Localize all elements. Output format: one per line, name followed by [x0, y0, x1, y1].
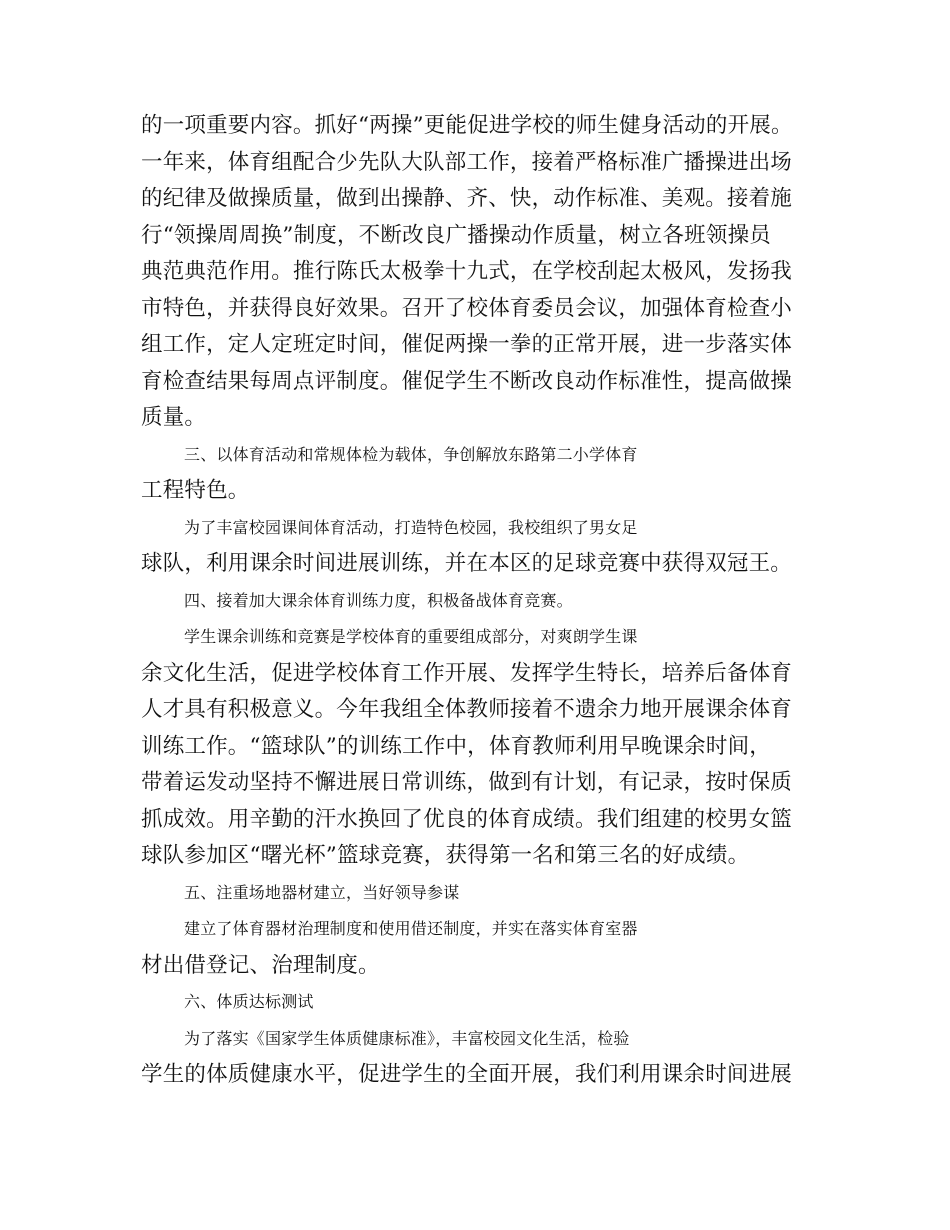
text-line: 质量。: [141, 405, 207, 430]
text-line: 训练工作。“篮球队”的训练工作中，体育教师利用早晚课余时间，: [141, 733, 771, 759]
text-line: 建立了体育器材治理制度和使用借还制度，并实在落实体育室器: [184, 919, 638, 938]
text-line: 工程特色。: [141, 478, 250, 503]
text-line: 市特色，并获得良好效果。召开了校体育委员会议，加强体育检查小: [141, 295, 793, 321]
text-line: 球队，利用课余时间进展训练，并在本区的足球竞赛中获得双冠王。: [141, 551, 793, 576]
text-line: 三、以体育活动和常规体检为载体，争创解放东路第二小学体育: [184, 444, 638, 464]
text-line: 余文化生活，促进学校体育工作开展、发挥学生特长，培养后备体育: [141, 660, 793, 686]
text-line: 材出借登记、治理制度。: [141, 952, 380, 978]
text-line: 学生课余训练和竞赛是学校体育的重要组成部分，对爽朗学生课: [184, 627, 638, 646]
text-line: 四、接着加大课余体育训练力度，积极备战体育竞赛。: [184, 590, 573, 610]
text-line: 典范典范作用。推行陈氏太极拳十九式，在学校刮起太极风，发扬我: [141, 259, 793, 284]
text-line: 行“领操周周换”制度，不断改良广播操动作质量，树立各班领操员: [141, 222, 771, 248]
text-line: 的纪律及做操质量，做到出操静、齐、快，动作标准、美观。接着施: [141, 186, 793, 211]
text-line: 抓成效。用辛勤的汗水换回了优良的体育成绩。我们组建的校男女篮: [141, 806, 793, 832]
text-line: 为了落实《国家学生体质健康标准》，丰富校园文化生活，检验: [184, 1028, 630, 1048]
text-line: 一年来，体育组配合少先队大队部工作，接着严格标准广播操进出场: [141, 149, 793, 175]
text-line: 组工作，定人定班定时间，催促两操一拳的正常开展，进一步落实体: [141, 332, 793, 357]
text-line: 带着运发动坚持不懈进展日常训练，做到有计划，有记录，按时保质: [141, 770, 793, 795]
text-line: 育检查结果每周点评制度。催促学生不断改良动作标准性，提高做操: [141, 368, 793, 394]
document-body: [141, 108, 811, 1094]
text-line: 人才具有积极意义。今年我组全体教师接着不遗余力地开展课余体育: [141, 697, 793, 722]
text-line: 的一项重要内容。抓好“两操”更能促进学校的师生健身活动的开展。: [141, 113, 793, 138]
text-line: 球队参加区“曙光杯”篮球竞赛，获得第一名和第三名的好成绩。: [141, 843, 750, 868]
text-line: 学生的体质健康水平，促进学生的全面开展，我们利用课余时间进展: [141, 1062, 793, 1087]
text-line: 六、体质达标测试: [184, 992, 314, 1011]
text-line: 为了丰富校园课间体育活动，打造特色校园，我校组织了男女足: [184, 517, 638, 537]
text-line: 五、注重场地器材建立，当好领导参谋: [184, 882, 460, 902]
